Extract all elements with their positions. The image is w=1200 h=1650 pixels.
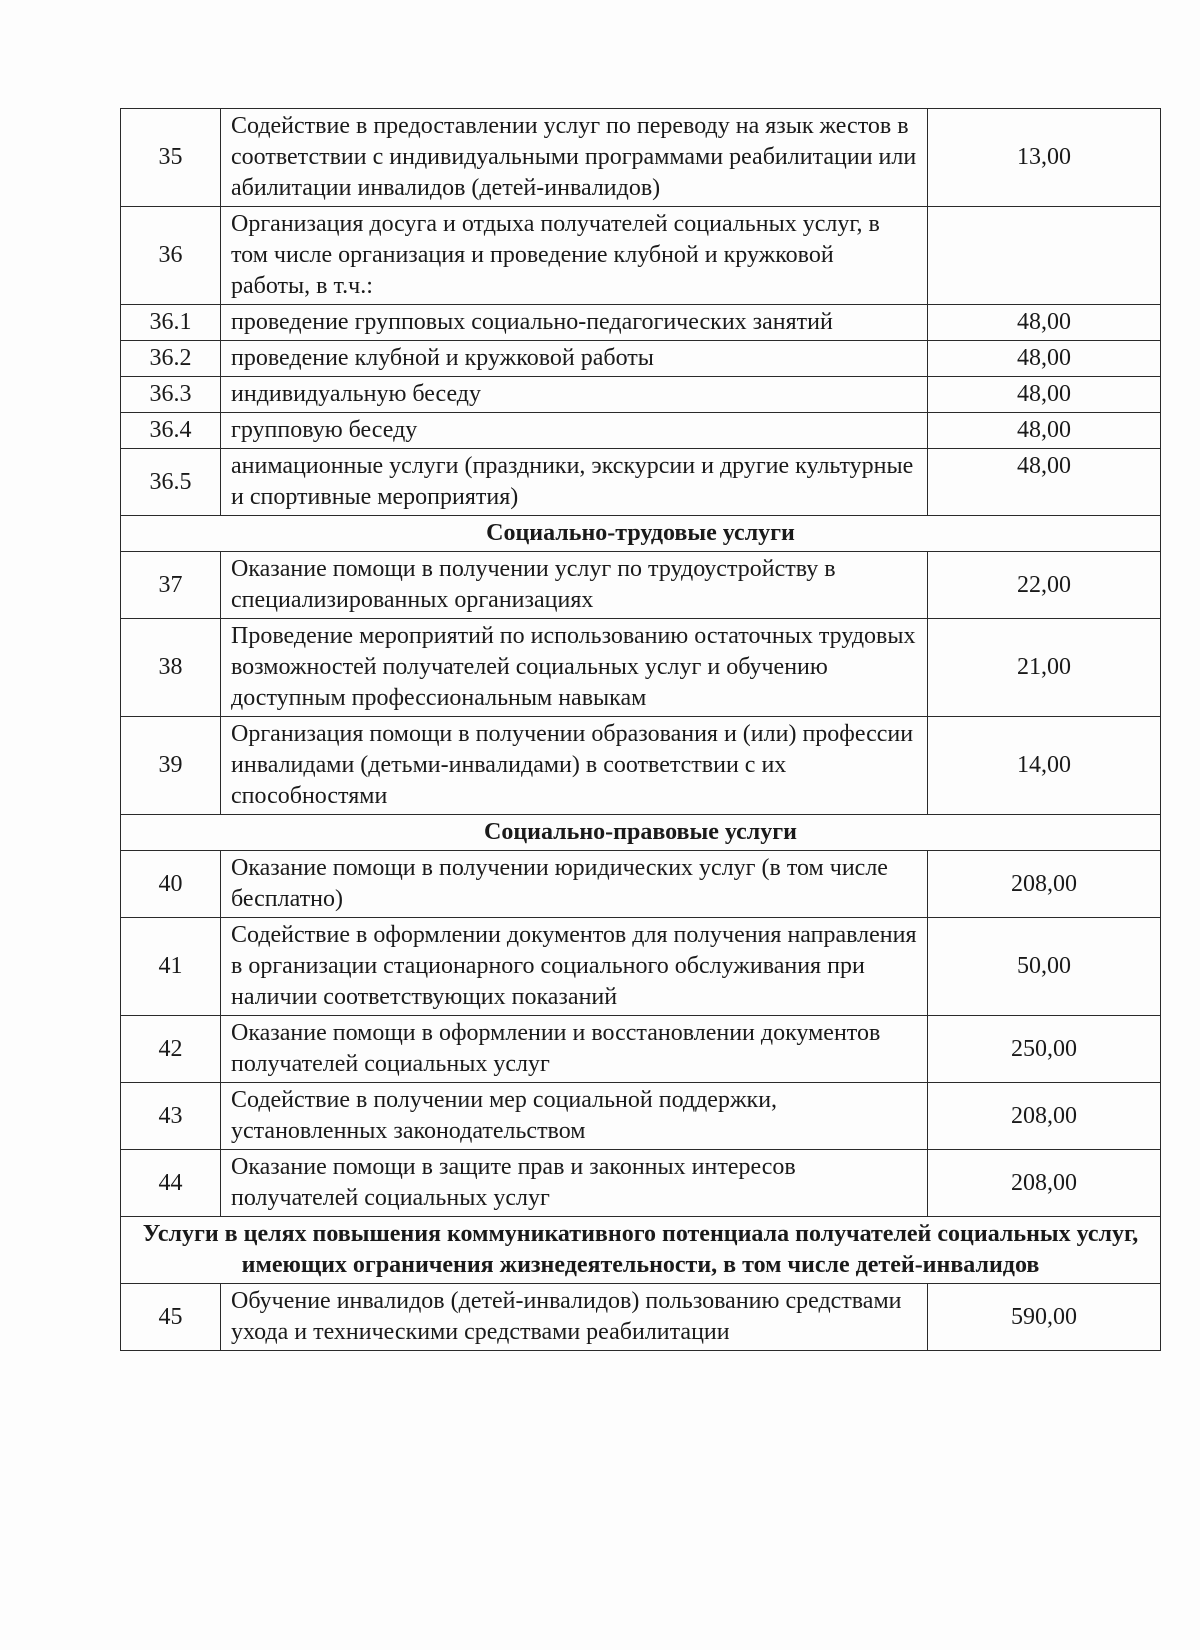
table-body — [121, 109, 1161, 1351]
section-title: Услуги в целях повышения коммуникативного потенциала получателей социальных услуг, имеющих ограничения жизнедеятельности, в том числе детей-инвалидов — [121, 1217, 1161, 1284]
service-name: Проведение мероприятий по использованию остаточных трудовых возможностей получателей социальных услуг и обучению доступным профессиональным навыкам — [221, 619, 928, 717]
table-row — [121, 619, 1161, 717]
service-name: Оказание помощи в получении юридических услуг (в том числе бесплатно) — [221, 851, 928, 918]
service-name: Оказание помощи в получении услуг по трудоустройству в специализированных организациях — [221, 552, 928, 619]
table-row — [121, 1150, 1161, 1217]
row-number: 36 — [121, 207, 221, 305]
section-title: Социально-правовые услуги — [121, 815, 1161, 851]
service-price: 208,00 — [928, 851, 1161, 918]
table-row — [121, 717, 1161, 815]
service-name: Содействие в получении мер социальной поддержки, установленных законодательством — [221, 1083, 928, 1150]
service-name: Оказание помощи в оформлении и восстановлении документов получателей социальных услуг — [221, 1016, 928, 1083]
service-price: 13,00 — [928, 109, 1161, 207]
table-row — [121, 449, 1161, 516]
service-price: 50,00 — [928, 918, 1161, 1016]
service-price: 22,00 — [928, 552, 1161, 619]
row-number: 37 — [121, 552, 221, 619]
row-number: 36.5 — [121, 449, 221, 516]
row-number: 36.2 — [121, 341, 221, 377]
table-row — [121, 109, 1161, 207]
table-row — [121, 377, 1161, 413]
service-name: Обучение инвалидов (детей-инвалидов) пользованию средствами ухода и техническими средствами реабилитации — [221, 1284, 928, 1351]
service-price: 48,00 — [928, 305, 1161, 341]
row-number: 36.4 — [121, 413, 221, 449]
row-number: 41 — [121, 918, 221, 1016]
table-row — [121, 918, 1161, 1016]
service-name: анимационные услуги (праздники, экскурсии и другие культурные и спортивные мероприятия) — [221, 449, 928, 516]
table-row — [121, 413, 1161, 449]
table-row — [121, 341, 1161, 377]
table-row — [121, 552, 1161, 619]
row-number: 36.1 — [121, 305, 221, 341]
service-price: 48,00 — [928, 413, 1161, 449]
service-price: 208,00 — [928, 1150, 1161, 1217]
row-number: 43 — [121, 1083, 221, 1150]
section-header-row — [121, 815, 1161, 851]
table-row — [121, 851, 1161, 918]
row-number: 44 — [121, 1150, 221, 1217]
service-price: 48,00 — [928, 377, 1161, 413]
section-header-row — [121, 1217, 1161, 1284]
row-number: 42 — [121, 1016, 221, 1083]
row-number: 40 — [121, 851, 221, 918]
service-name: индивидуальную беседу — [221, 377, 928, 413]
service-name: Оказание помощи в защите прав и законных интересов получателей социальных услуг — [221, 1150, 928, 1217]
service-price — [928, 207, 1161, 305]
section-header-row — [121, 516, 1161, 552]
service-price: 14,00 — [928, 717, 1161, 815]
service-price: 208,00 — [928, 1083, 1161, 1150]
service-name: Содействие в предоставлении услуг по переводу на язык жестов в соответствии с индивидуальными программами реабилитации или абилитации инвалидов (детей-инвалидов) — [221, 109, 928, 207]
row-number: 39 — [121, 717, 221, 815]
service-price: 48,00 — [928, 341, 1161, 377]
service-name: проведение клубной и кружковой работы — [221, 341, 928, 377]
service-price: 250,00 — [928, 1016, 1161, 1083]
service-name: Содействие в оформлении документов для получения направления в организации стационарного социального обслуживания при наличии соответствующих показаний — [221, 918, 928, 1016]
row-number: 38 — [121, 619, 221, 717]
section-title: Социально-трудовые услуги — [121, 516, 1161, 552]
service-price: 21,00 — [928, 619, 1161, 717]
service-name: Организация досуга и отдыха получателей социальных услуг, в том числе организация и проведение клубной и кружковой работы, в т.ч.: — [221, 207, 928, 305]
services-price-table — [120, 108, 1161, 1351]
row-number: 45 — [121, 1284, 221, 1351]
service-name: групповую беседу — [221, 413, 928, 449]
service-price: 590,00 — [928, 1284, 1161, 1351]
service-price: 48,00 — [928, 449, 1161, 516]
table-row — [121, 207, 1161, 305]
table-row — [121, 1083, 1161, 1150]
row-number: 36.3 — [121, 377, 221, 413]
table-row — [121, 305, 1161, 341]
row-number: 35 — [121, 109, 221, 207]
table-row — [121, 1284, 1161, 1351]
table-row — [121, 1016, 1161, 1083]
service-name: проведение групповых социально-педагогических занятий — [221, 305, 928, 341]
service-name: Организация помощи в получении образования и (или) профессии инвалидами (детьми-инвалидами) в соответствии с их способностями — [221, 717, 928, 815]
